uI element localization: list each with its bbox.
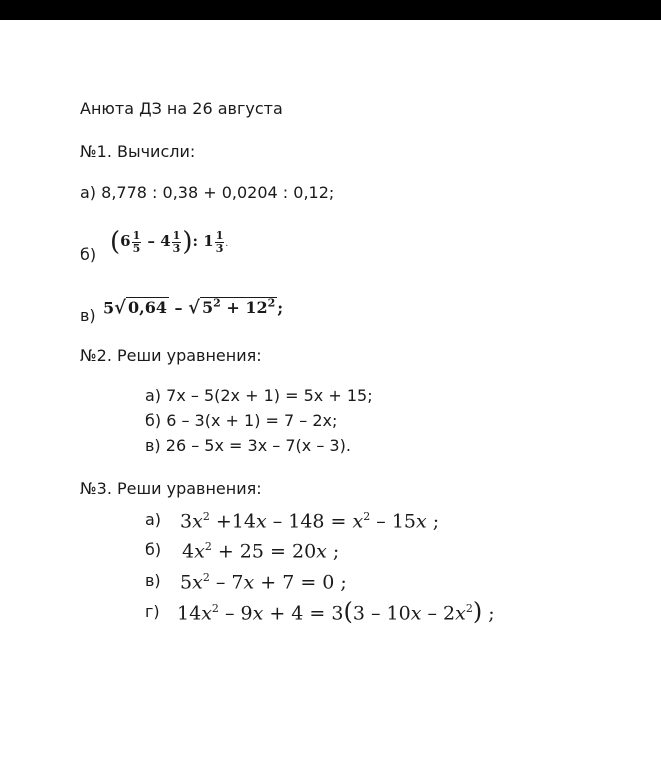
variable-x: x: [194, 540, 205, 563]
variable-x: x: [416, 510, 427, 533]
task2-heading: №2. Реши уравнения:: [80, 346, 262, 365]
variable-x: x: [455, 602, 466, 625]
variable-x: x: [201, 602, 212, 625]
mixed-whole-1: 6: [120, 232, 131, 250]
fraction-3-numerator: 1: [215, 228, 224, 242]
fraction-3: [215, 230, 225, 255]
document-title: Анюта ДЗ на 26 августа: [80, 99, 283, 118]
term: 3 – 10: [352, 602, 411, 625]
term: +14: [209, 510, 256, 533]
minus-sign: –: [174, 298, 183, 318]
radicand-2-exp-2: 2: [267, 297, 276, 310]
term: – 2: [421, 602, 456, 625]
variable-x: x: [243, 571, 255, 594]
radicand-2-plus: +: [226, 298, 240, 318]
task1-item-v-label: в): [80, 306, 96, 325]
coefficient: 5: [103, 298, 115, 318]
radicand-2-base-1: 5: [201, 298, 214, 318]
radicand-2: [200, 297, 277, 317]
term: – 7: [209, 571, 244, 594]
exponent: 2: [204, 540, 212, 553]
semicolon: ;: [482, 602, 495, 625]
semicolon: ;: [426, 510, 440, 533]
task3-item-b-equation: [182, 537, 339, 561]
fraction-2: [172, 230, 182, 255]
trailing-dot: .: [225, 239, 229, 249]
task1-item-a-expression: 8,778 : 0,38 + 0,0204 : 0,12;: [101, 183, 335, 202]
exponent: 2: [211, 602, 219, 615]
term: – 9: [218, 602, 253, 625]
exponent: 2: [465, 602, 473, 615]
mixed-whole-2: 4: [160, 232, 171, 250]
task3-heading: №3. Реши уравнения:: [80, 479, 262, 498]
variable-x: x: [252, 602, 264, 625]
term: 4: [182, 540, 195, 563]
task3-item-a-equation: [180, 507, 439, 531]
term: 3: [180, 510, 193, 533]
variable-x: x: [255, 510, 267, 533]
fraction-2-denominator: 3: [172, 241, 181, 255]
minus-sign: –: [147, 232, 155, 250]
sqrt-icon: √: [114, 297, 126, 319]
task2-item-a: а) 7x – 5(2x + 1) = 5x + 15;: [145, 386, 373, 405]
task1-item-b-label: б): [80, 245, 97, 264]
term: 14: [177, 602, 202, 625]
right-paren: ): [472, 597, 483, 626]
fraction-2-numerator: 1: [172, 228, 181, 242]
variable-x: x: [192, 571, 203, 594]
task3-item-v-equation: [180, 568, 347, 592]
term: – 15: [370, 510, 416, 533]
variable-x: x: [316, 540, 327, 563]
task3-item-b-label: б): [145, 540, 162, 559]
task3-item-a-label: а): [145, 510, 162, 529]
top-black-bar: [0, 0, 661, 20]
exponent: 2: [202, 571, 210, 584]
fraction-3-denominator: 3: [215, 241, 224, 255]
task2-item-v: в) 26 – 5x = 3x – 7(x – 3).: [145, 436, 351, 455]
colon-sign: :: [192, 232, 199, 250]
term: – 148 =: [266, 510, 353, 533]
task1-heading: №1. Вычисли:: [80, 142, 196, 161]
right-paren: ): [182, 227, 193, 257]
left-paren: (: [110, 227, 121, 257]
semicolon: ;: [326, 540, 340, 563]
sqrt-icon: √: [188, 297, 200, 319]
variable-x: x: [410, 602, 422, 625]
fraction-1: [132, 230, 142, 255]
mixed-whole-3: 1: [203, 232, 214, 250]
variable-x: x: [192, 510, 203, 533]
variable-x: x: [352, 510, 364, 533]
semicolon: ;: [334, 571, 347, 594]
task1-item-a: [80, 183, 334, 203]
exponent: 2: [363, 510, 371, 523]
task1-item-v-expression: [103, 292, 283, 320]
term: + 25 = 20: [211, 540, 317, 563]
task3-item-g-label: г): [145, 602, 160, 621]
task2-item-b: б) 6 – 3(x + 1) = 7 – 2x;: [145, 411, 338, 430]
left-paren: (: [343, 597, 353, 626]
term: + 7 = 0: [254, 571, 335, 594]
radicand-1: 0,64: [127, 298, 167, 318]
fraction-1-denominator: 5: [132, 241, 141, 255]
exponent: 2: [202, 510, 210, 523]
task3-item-v-label: в): [145, 571, 161, 590]
task1-item-b-expression: [110, 226, 228, 259]
term: 5: [180, 571, 193, 594]
fraction-1-numerator: 1: [132, 228, 141, 242]
radicand-2-base-2: 12: [245, 298, 268, 318]
semicolon: ;: [277, 298, 284, 318]
task3-item-g-equation: [177, 597, 495, 626]
radicand-2-exp-1: 2: [213, 297, 221, 310]
task1-item-a-label: а): [80, 183, 97, 202]
term: + 4 = 3: [263, 602, 344, 625]
